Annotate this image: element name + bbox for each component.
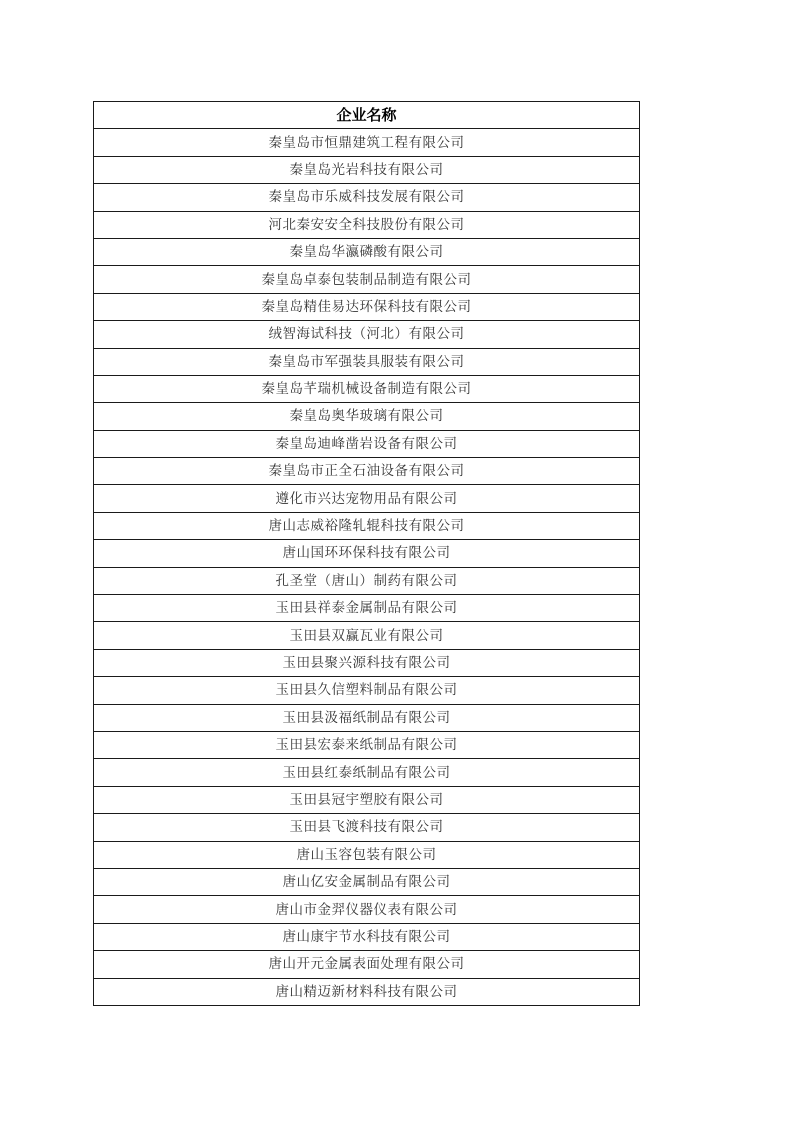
company-name-cell: 秦皇岛市正全石油设备有限公司 [94,458,640,485]
company-list-table [93,101,640,1006]
company-name-cell: 玉田县宏泰来纸制品有限公司 [94,731,640,758]
company-name-cell: 玉田县冠宇塑胶有限公司 [94,786,640,813]
table-row [94,786,640,813]
company-name-cell: 唐山国环环保科技有限公司 [94,540,640,567]
company-name-cell: 唐山开元金属表面处理有限公司 [94,951,640,978]
company-name-cell: 玉田县聚兴源科技有限公司 [94,649,640,676]
table-row [94,156,640,183]
company-name-cell: 孔圣堂（唐山）制药有限公司 [94,567,640,594]
column-header-company-name: 企业名称 [94,102,640,129]
company-name-cell: 秦皇岛精佳易达环保科技有限公司 [94,293,640,320]
table-row [94,238,640,265]
company-name-cell: 秦皇岛市恒鼎建筑工程有限公司 [94,129,640,156]
company-name-cell: 秦皇岛华瀛磷酸有限公司 [94,238,640,265]
table-row [94,704,640,731]
table-row [94,677,640,704]
company-name-cell: 河北秦安安全科技股份有限公司 [94,211,640,238]
table-row [94,868,640,895]
table-row [94,348,640,375]
table-row [94,184,640,211]
company-name-cell: 秦皇岛市乐威科技发展有限公司 [94,184,640,211]
table-row [94,923,640,950]
company-name-cell: 唐山玉容包装有限公司 [94,841,640,868]
company-name-cell: 玉田县汲福纸制品有限公司 [94,704,640,731]
company-name-cell: 玉田县祥泰金属制品有限公司 [94,595,640,622]
table-row [94,321,640,348]
table-row [94,567,640,594]
company-name-cell: 唐山亿安金属制品有限公司 [94,868,640,895]
company-name-cell: 玉田县红泰纸制品有限公司 [94,759,640,786]
table-row [94,211,640,238]
table-row [94,759,640,786]
company-name-cell: 秦皇岛迪峰凿岩设备有限公司 [94,430,640,457]
company-name-cell: 秦皇岛卓泰包装制品制造有限公司 [94,266,640,293]
table-row [94,403,640,430]
table-row [94,293,640,320]
table-row [94,458,640,485]
table-row [94,512,640,539]
table-row [94,814,640,841]
table-row [94,485,640,512]
company-name-cell: 唐山康宇节水科技有限公司 [94,923,640,950]
company-name-cell: 玉田县双赢瓦业有限公司 [94,622,640,649]
company-name-cell: 唐山市金羿仪器仪表有限公司 [94,896,640,923]
company-name-cell: 遵化市兴达宠物用品有限公司 [94,485,640,512]
company-name-cell: 玉田县久信塑料制品有限公司 [94,677,640,704]
table-row [94,540,640,567]
table-row [94,375,640,402]
table-row [94,951,640,978]
table-row [94,978,640,1005]
company-name-cell: 绒智海试科技（河北）有限公司 [94,321,640,348]
table-row [94,430,640,457]
company-name-cell: 秦皇岛光岩科技有限公司 [94,156,640,183]
table-row [94,266,640,293]
company-name-cell: 秦皇岛市军强装具服装有限公司 [94,348,640,375]
table-row [94,595,640,622]
company-name-cell: 秦皇岛芊瑞机械设备制造有限公司 [94,375,640,402]
table-header-row [94,102,640,129]
company-name-cell: 唐山志威裕隆轧辊科技有限公司 [94,512,640,539]
table-body [94,129,640,1006]
table-row [94,731,640,758]
company-name-cell: 玉田县飞渡科技有限公司 [94,814,640,841]
table-row [94,129,640,156]
table-row [94,622,640,649]
table-row [94,649,640,676]
table-row [94,841,640,868]
company-name-cell: 秦皇岛奥华玻璃有限公司 [94,403,640,430]
company-name-cell: 唐山精迈新材料科技有限公司 [94,978,640,1005]
table-row [94,896,640,923]
